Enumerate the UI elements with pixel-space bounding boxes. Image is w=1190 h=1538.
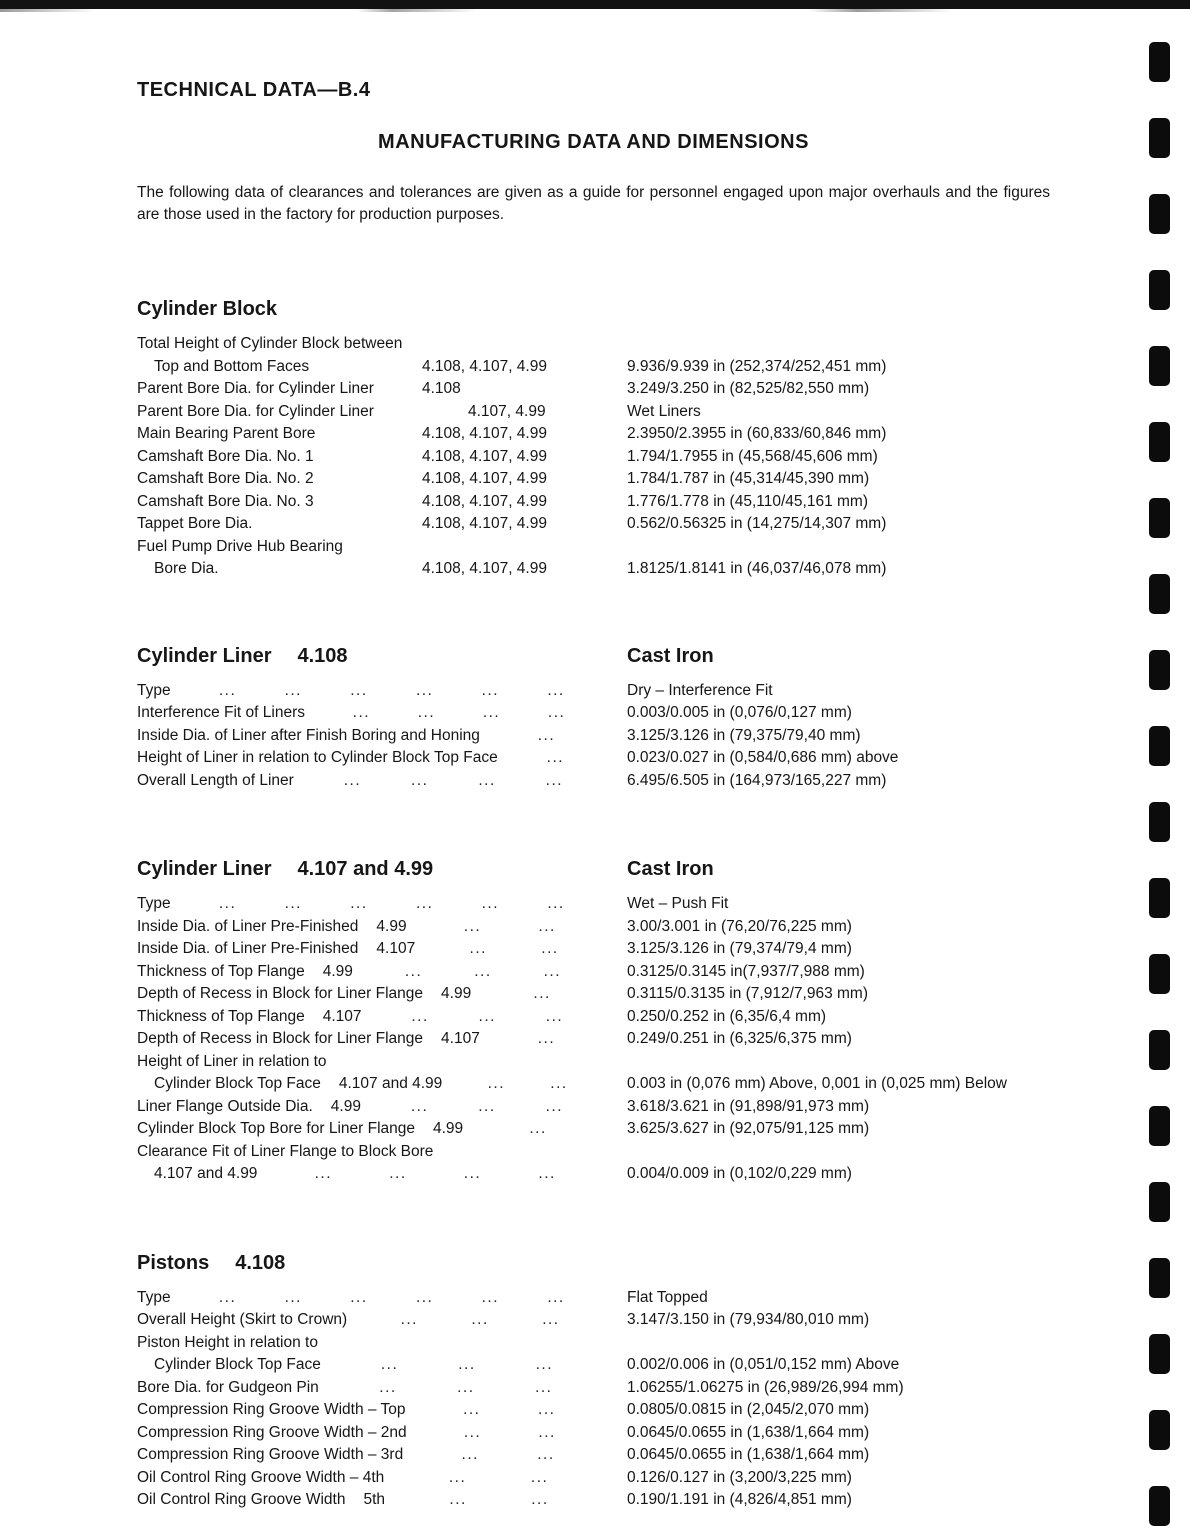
dot-leader-group: ... xyxy=(350,1288,368,1306)
dot-leader-group: ... xyxy=(529,1120,547,1137)
spec-row xyxy=(137,378,1050,401)
spec-row-left xyxy=(137,1141,627,1164)
spec-label: Parent Bore Dia. for Cylinder Liner xyxy=(137,402,374,420)
dot-leader-group: ... xyxy=(218,681,237,699)
spec-label: Bore Dia. xyxy=(154,560,219,577)
section-pistons-4108 xyxy=(137,1252,1050,1512)
dot-leader xyxy=(406,1399,627,1422)
spec-value: 0.126/0.127 in (3,200/3,225 mm) xyxy=(627,1468,852,1486)
section-material: Cast Iron xyxy=(627,858,714,880)
dot-leader xyxy=(415,938,627,961)
dot-leader-group: ... xyxy=(350,681,368,699)
dot-leader-group: ... xyxy=(463,917,482,935)
spec-row-left xyxy=(137,1163,627,1186)
spec-value: 3.00/3.001 in (76,20/76,225 mm) xyxy=(627,917,852,935)
spec-label: Cylinder Block Top Bore for Liner Flange xyxy=(137,1120,415,1137)
spec-label: Camshaft Bore Dia. No. 2 xyxy=(137,470,314,487)
dot-leader xyxy=(471,983,627,1006)
spec-value: 0.190/1.191 in (4,826/4,851 mm) xyxy=(627,1491,852,1508)
dot-leader-group: ... xyxy=(535,1378,553,1396)
spec-model-tag: 4.99 xyxy=(322,962,353,980)
spec-row-left xyxy=(137,1006,627,1029)
dot-leader-group: ... xyxy=(546,749,565,766)
sections xyxy=(137,298,1050,1512)
dot-leader-group: ... xyxy=(478,1007,496,1025)
spec-value: 0.003/0.005 in (0,076/0,127 mm) xyxy=(627,704,852,721)
dot-leader-group: ... xyxy=(545,1097,564,1115)
section-heading xyxy=(137,1252,1050,1275)
spec-row-left xyxy=(137,1332,627,1355)
spec-row-left xyxy=(137,1444,627,1467)
spec-row-left xyxy=(137,1028,627,1051)
spec-row xyxy=(137,1489,1050,1512)
dot-leader-group: ... xyxy=(538,1423,556,1441)
spec-label: Liner Flange Outside Dia. xyxy=(137,1097,313,1115)
spec-row xyxy=(137,558,1050,581)
spec-value: 1.794/1.7955 in (45,568/45,606 mm) xyxy=(627,447,878,465)
spec-label: Compression Ring Groove Width – 2nd xyxy=(137,1423,407,1441)
spec-row xyxy=(137,893,1050,916)
spec-label: Compression Ring Groove Width – 3rd xyxy=(137,1446,404,1463)
section-model: 4.108 xyxy=(297,644,348,667)
spec-row-left xyxy=(137,1354,627,1377)
spec-row-left xyxy=(137,1287,627,1310)
spec-label: Interference Fit of Liners xyxy=(137,704,305,721)
spec-row xyxy=(137,983,1050,1006)
dot-leader-group: ... xyxy=(449,1491,467,1508)
section-model: 4.108 xyxy=(235,1251,286,1274)
dot-leader-group: ... xyxy=(218,895,237,912)
spec-row xyxy=(137,446,1050,469)
dot-leader-group: ... xyxy=(481,1288,500,1306)
spec-value: 0.562/0.56325 in (14,275/14,307 mm) xyxy=(627,515,887,532)
section-title: Pistons xyxy=(137,1251,210,1274)
section-cylinder-liner-4107-499 xyxy=(137,858,1050,1186)
spec-label: 4.107 and 4.99 xyxy=(154,1165,258,1182)
spec-row xyxy=(137,725,1050,748)
dot-leader-group: ... xyxy=(545,1007,564,1025)
dot-leader-group: ... xyxy=(458,1356,476,1373)
spec-models: 4.108, 4.107, 4.99 xyxy=(422,357,547,375)
section-heading-left xyxy=(137,645,627,668)
dot-leader xyxy=(463,1118,627,1141)
spec-value: 3.125/3.126 in (79,375/79,40 mm) xyxy=(627,726,861,744)
dot-leader-group: ... xyxy=(482,704,501,721)
dot-leader-group: ... xyxy=(284,895,302,912)
spec-value: 1.06255/1.06275 in (26,989/26,994 mm) xyxy=(627,1378,904,1396)
dot-leader-group: ... xyxy=(411,771,429,789)
spec-models: 4.108, 4.107, 4.99 xyxy=(422,470,547,487)
dot-leader-group: ... xyxy=(400,1311,418,1328)
spec-models: 4.108 xyxy=(422,380,461,397)
dot-leader-group: ... xyxy=(541,940,559,957)
section-cylinder-block xyxy=(137,298,1050,581)
spec-models: 4.108, 4.107, 4.99 xyxy=(422,560,547,577)
section-heading-left xyxy=(137,858,627,881)
spec-row xyxy=(137,1332,1050,1355)
spec-value: 3.618/3.621 in (91,898/91,973 mm) xyxy=(627,1097,870,1115)
spec-value: Flat Topped xyxy=(627,1288,708,1306)
spec-row xyxy=(137,961,1050,984)
spec-value: 6.495/6.505 in (164,973/165,227 mm) xyxy=(627,771,887,789)
dot-leader-group: ... xyxy=(537,726,556,744)
spec-row-left xyxy=(137,1073,627,1096)
spec-value: 0.004/0.009 in (0,102/0,229 mm) xyxy=(627,1165,852,1182)
dot-leader-group: ... xyxy=(218,1288,237,1306)
spec-row xyxy=(137,1006,1050,1029)
spec-model-tag: 4.99 xyxy=(441,985,472,1002)
dot-leader xyxy=(294,770,627,793)
dot-leader-group: ... xyxy=(461,1446,479,1463)
spec-value: 0.0645/0.0655 in (1,638/1,664 mm) xyxy=(627,1446,870,1463)
dot-leader-group: ... xyxy=(284,681,302,699)
spec-value: 1.776/1.778 in (45,110/45,161 mm) xyxy=(627,492,868,510)
spec-label: Parent Bore Dia. for Cylinder Liner xyxy=(137,380,374,397)
spec-row xyxy=(137,1051,1050,1074)
dot-leader-group: ... xyxy=(543,962,562,980)
spec-row xyxy=(137,491,1050,514)
spec-row xyxy=(137,1422,1050,1445)
dot-leader xyxy=(498,747,627,770)
spec-label: Overall Length of Liner xyxy=(137,771,294,789)
spec-row-left xyxy=(137,747,627,770)
spec-model-tag: 4.99 xyxy=(330,1097,361,1115)
spec-row xyxy=(137,1399,1050,1422)
spec-value: 0.0645/0.0655 in (1,638/1,664 mm) xyxy=(627,1423,870,1441)
spec-models: 4.108, 4.107, 4.99 xyxy=(422,492,547,510)
spec-label: Type xyxy=(137,895,171,912)
spec-value: 0.023/0.027 in (0,584/0,686 mm) above xyxy=(627,749,899,766)
section-title: Cylinder Liner xyxy=(137,644,272,667)
spec-label: Oil Control Ring Groove Width – 4th xyxy=(137,1468,385,1486)
spec-label: Oil Control Ring Groove Width xyxy=(137,1491,346,1508)
dot-leader-group: ... xyxy=(463,1423,482,1441)
dot-leader xyxy=(321,1354,627,1377)
spec-models: 4.107, 4.99 xyxy=(468,402,546,420)
dot-leader-group: ... xyxy=(538,1165,556,1182)
dot-leader-group: ... xyxy=(314,1165,333,1182)
dot-leader-group: ... xyxy=(478,1097,496,1115)
spec-row-left xyxy=(137,770,627,793)
spec-label: Main Bearing Parent Bore xyxy=(137,425,316,442)
dot-leader-group: ... xyxy=(547,1288,565,1306)
dot-leader-group: ... xyxy=(530,1468,549,1486)
spec-row-left xyxy=(137,1377,627,1400)
spec-models: 4.108, 4.107, 4.99 xyxy=(422,515,547,532)
dot-leader-group: ... xyxy=(481,681,500,699)
dot-leader xyxy=(385,1489,627,1512)
spec-row-left xyxy=(137,1096,627,1119)
section-heading xyxy=(137,858,1050,881)
spec-value: 3.147/3.150 in (79,934/80,010 mm) xyxy=(627,1311,870,1328)
dot-leader-group: ... xyxy=(547,704,566,721)
spec-row xyxy=(137,702,1050,725)
spec-value: 3.249/3.250 in (82,525/82,550 mm) xyxy=(627,380,870,397)
spec-models: 4.108, 4.107, 4.99 xyxy=(422,447,547,465)
spec-row xyxy=(137,1073,1050,1096)
dot-leader-group: ... xyxy=(415,681,434,699)
spec-row-left xyxy=(137,938,627,961)
intro-paragraph: The following data of clearances and tolerances are given as a guide for personnel engaged upon major overhauls and the figures are those used in the factory for production purposes. xyxy=(137,184,1050,223)
spec-model-tag: 4.107 xyxy=(441,1030,480,1047)
spec-row-left xyxy=(137,983,627,1006)
dot-leader xyxy=(384,1467,627,1490)
spec-row-left xyxy=(137,1051,627,1074)
dot-leader-group: ... xyxy=(350,895,368,912)
spec-row xyxy=(137,1467,1050,1490)
section-rows xyxy=(137,893,1050,1186)
dot-leader-group: ... xyxy=(463,1401,481,1418)
section-title: Cylinder Liner xyxy=(137,858,272,880)
dot-leader xyxy=(480,1028,627,1051)
spec-label: Cylinder Block Top Face xyxy=(154,1075,321,1092)
spec-row xyxy=(137,1096,1050,1119)
spec-row-left xyxy=(137,702,627,725)
spec-value: 0.0805/0.0815 in (2,045/2,070 mm) xyxy=(627,1401,870,1418)
dot-leader xyxy=(403,1444,627,1467)
dot-leader xyxy=(361,1096,627,1119)
dot-leader-group: ... xyxy=(538,917,556,935)
spec-label: Thickness of Top Flange xyxy=(137,962,305,980)
page-title: MANUFACTURING DATA AND DIMENSIONS xyxy=(378,131,809,153)
spec-row xyxy=(137,1309,1050,1332)
dot-leader-group: ... xyxy=(547,681,565,699)
spec-value: 3.125/3.126 in (79,374/79,4 mm) xyxy=(627,940,852,957)
spec-models: 4.108, 4.107, 4.99 xyxy=(422,425,547,442)
dot-leader-group: ... xyxy=(531,1491,549,1508)
spec-label: Inside Dia. of Liner after Finish Boring and Honing xyxy=(137,726,480,744)
spec-value: Dry – Interference Fit xyxy=(627,681,773,699)
spec-row xyxy=(137,356,1050,379)
dot-leader xyxy=(362,1006,627,1029)
spec-label: Tappet Bore Dia. xyxy=(137,515,253,532)
scan-top-bar xyxy=(0,0,1190,9)
spec-row xyxy=(137,1377,1050,1400)
section-cylinder-liner-4108 xyxy=(137,645,1050,793)
spec-label: Height of Liner in relation to xyxy=(137,1052,327,1070)
page-content xyxy=(0,9,1190,1512)
spec-value: 0.002/0.006 in (0,051/0,152 mm) Above xyxy=(627,1356,900,1373)
spec-row xyxy=(137,423,1050,446)
dot-leader-group: ... xyxy=(448,1468,467,1486)
dot-leader-group: ... xyxy=(380,1356,399,1373)
spec-row xyxy=(137,938,1050,961)
spec-value: 9.936/9.939 in (252,374/252,451 mm) xyxy=(627,357,887,375)
dot-leader-group: ... xyxy=(417,704,436,721)
spec-value: 1.8125/1.8141 in (46,037/46,078 mm) xyxy=(627,560,887,577)
spec-model-tag: 4.99 xyxy=(433,1120,464,1137)
spec-label: Depth of Recess in Block for Liner Flange xyxy=(137,985,424,1002)
spec-row xyxy=(137,1444,1050,1467)
dot-leader-group: ... xyxy=(352,704,371,721)
spec-row-left xyxy=(137,961,627,984)
spec-row-left xyxy=(137,1399,627,1422)
spec-label: Overall Height (Skirt to Crown) xyxy=(137,1311,348,1328)
spec-row-left xyxy=(137,725,627,748)
dot-leader-group: ... xyxy=(474,962,492,980)
dot-leader-group: ... xyxy=(415,895,434,912)
page-kicker: TECHNICAL DATA—B.4 xyxy=(137,79,371,101)
spec-label: Inside Dia. of Liner Pre-Finished xyxy=(137,940,359,957)
spec-row xyxy=(137,1118,1050,1141)
dot-leader-group: ... xyxy=(404,962,423,980)
spec-row-left xyxy=(137,893,627,916)
spec-value: 0.250/0.252 in (6,35/6,4 mm) xyxy=(627,1007,827,1025)
spec-label: Compression Ring Groove Width – Top xyxy=(137,1401,406,1418)
dot-leader-group: ... xyxy=(481,895,500,912)
spec-value: Wet – Push Fit xyxy=(627,895,729,912)
spec-model-tag: 4.99 xyxy=(376,917,407,935)
section-heading xyxy=(137,298,1050,321)
dot-leader xyxy=(319,1377,627,1400)
dot-leader xyxy=(257,1163,627,1186)
dot-leader-group: ... xyxy=(410,1097,429,1115)
spec-value: 0.249/0.251 in (6,325/6,375 mm) xyxy=(627,1030,852,1047)
section-model: 4.107 and 4.99 xyxy=(297,858,434,880)
dot-leader-group: ... xyxy=(389,1165,407,1182)
dot-leader-group: ... xyxy=(550,1075,568,1092)
spec-row xyxy=(137,1354,1050,1377)
spec-label: Total Height of Cylinder Block between xyxy=(137,335,403,352)
spec-row xyxy=(137,513,1050,536)
spec-value: 1.784/1.787 in (45,314/45,390 mm) xyxy=(627,470,870,487)
spec-label: Clearance Fit of Liner Flange to Block Bore xyxy=(137,1142,434,1160)
spec-row xyxy=(137,1163,1050,1186)
section-heading xyxy=(137,645,1050,668)
spec-row xyxy=(137,468,1050,491)
section-rows xyxy=(137,680,1050,793)
spec-value: Wet Liners xyxy=(627,402,701,420)
spec-value: 0.003 in (0,076 mm) Above, 0,001 in (0,025 mm) Below xyxy=(627,1075,1007,1092)
spec-value: 0.3115/0.3135 in (7,912/7,963 mm) xyxy=(627,985,868,1002)
dot-leader-group: ... xyxy=(411,1007,429,1025)
spec-model-tag: 4.107 xyxy=(322,1007,362,1025)
dot-leader xyxy=(305,702,627,725)
dot-leader xyxy=(171,1287,627,1310)
spec-row xyxy=(137,536,1050,559)
dot-leader-group: ... xyxy=(343,771,362,789)
dot-leader xyxy=(353,961,627,984)
spec-row-left xyxy=(137,680,627,703)
spec-row xyxy=(137,1141,1050,1164)
spec-model-tag: 4.107 xyxy=(376,940,416,957)
dot-leader-group: ... xyxy=(535,1356,554,1373)
spec-label: Height of Liner in relation to Cylinder Block Top Face xyxy=(137,749,498,766)
dot-leader-group: ... xyxy=(469,940,487,957)
spec-row-left xyxy=(137,1422,627,1445)
dot-leader xyxy=(480,725,627,748)
dot-leader-group: ... xyxy=(379,1378,397,1396)
dot-leader-group: ... xyxy=(415,1288,434,1306)
spec-row xyxy=(137,1287,1050,1310)
dot-leader xyxy=(171,893,627,916)
spec-row xyxy=(137,333,1050,356)
spec-row-left xyxy=(137,1118,627,1141)
spec-label: Fuel Pump Drive Hub Bearing xyxy=(137,537,343,555)
spec-row xyxy=(137,747,1050,770)
dot-leader-group: ... xyxy=(542,1311,560,1328)
spec-label: Bore Dia. for Gudgeon Pin xyxy=(137,1378,319,1396)
dot-leader xyxy=(407,1422,627,1445)
spec-row-left xyxy=(137,1467,627,1490)
spec-label: Thickness of Top Flange xyxy=(137,1007,305,1025)
dot-leader-group: ... xyxy=(478,771,496,789)
section-title: Cylinder Block xyxy=(137,298,278,320)
spec-label: Piston Height in relation to xyxy=(137,1333,318,1351)
spec-row xyxy=(137,401,1050,424)
dot-leader-group: ... xyxy=(457,1378,475,1396)
spec-row xyxy=(137,1028,1050,1051)
dot-leader-group: ... xyxy=(545,771,564,789)
spec-label: Type xyxy=(137,1288,171,1306)
section-rows xyxy=(137,1287,1050,1512)
spec-label: Camshaft Bore Dia. No. 1 xyxy=(137,447,314,465)
spec-label: Inside Dia. of Liner Pre-Finished xyxy=(137,917,359,935)
spec-label: Type xyxy=(137,681,171,699)
dot-leader xyxy=(347,1309,627,1332)
section-heading-left xyxy=(137,1252,627,1275)
dot-leader-group: ... xyxy=(463,1165,482,1182)
section-rows xyxy=(137,333,1050,581)
spec-row xyxy=(137,916,1050,939)
dot-leader-group: ... xyxy=(487,1075,505,1092)
dot-leader xyxy=(171,680,627,703)
dot-leader-group: ... xyxy=(537,1030,556,1047)
dot-leader-group: ... xyxy=(538,1401,556,1418)
dot-leader-group: ... xyxy=(471,1311,489,1328)
dot-leader xyxy=(442,1073,627,1096)
section-material: Cast Iron xyxy=(627,644,714,667)
dot-leader-group: ... xyxy=(284,1288,302,1306)
dot-leader-group: ... xyxy=(533,985,551,1002)
spec-value: 3.625/3.627 in (92,075/91,125 mm) xyxy=(627,1120,870,1137)
spec-row-left xyxy=(137,916,627,939)
spec-row xyxy=(137,770,1050,793)
spec-row-left xyxy=(137,1309,627,1332)
dot-leader-group: ... xyxy=(537,1446,555,1463)
spec-value: 0.3125/0.3145 in(7,937/7,988 mm) xyxy=(627,962,865,980)
spec-label: Top and Bottom Faces xyxy=(154,357,310,375)
spec-label: Depth of Recess in Block for Liner Flange xyxy=(137,1030,424,1047)
spec-label: Cylinder Block Top Face xyxy=(154,1356,321,1373)
dot-leader-group: ... xyxy=(547,895,565,912)
spec-model-tag: 4.107 and 4.99 xyxy=(338,1075,443,1092)
section-heading-left xyxy=(137,298,627,321)
dot-leader xyxy=(407,916,627,939)
spec-value: 2.3950/2.3955 in (60,833/60,846 mm) xyxy=(627,425,887,442)
spec-label: Camshaft Bore Dia. No. 3 xyxy=(137,492,314,510)
spec-row xyxy=(137,680,1050,703)
spec-model-tag: 5th xyxy=(363,1491,386,1508)
spec-row-left xyxy=(137,1489,627,1512)
